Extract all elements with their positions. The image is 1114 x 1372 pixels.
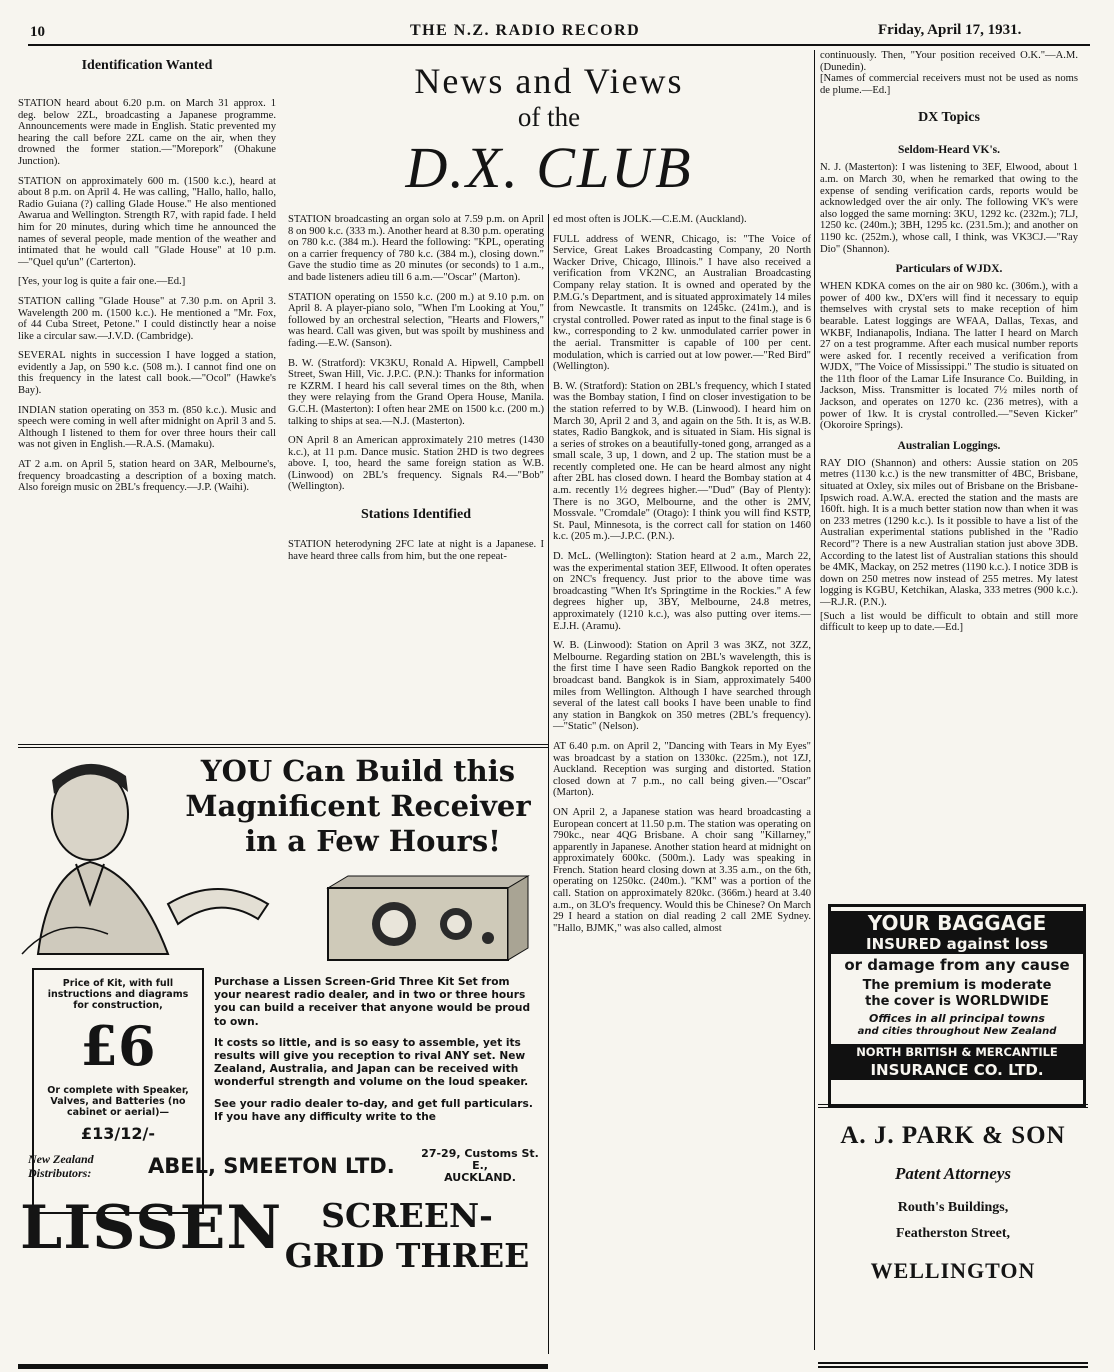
park-city: WELLINGTON [870, 1258, 1036, 1283]
heading-dx-topics: DX Topics [918, 110, 980, 126]
article-paragraph: STATION heterodyning 2FC late at night is a Japanese. I have heard three calls from him, but the one repeat- [288, 539, 544, 562]
distributor-name: ABEL, SMEETON LTD. [148, 1154, 395, 1178]
ad-headline-line3: in a Few Hours! [245, 824, 501, 858]
heading-stations-identified: Stations Identified [360, 507, 472, 523]
ad-copy-3: See your radio dealer to-day, and get full particulars. If you have any difficulty write to the [214, 1097, 533, 1123]
editor-note: [Yes, your log is quite a fair one.—Ed.] [18, 276, 186, 288]
ad-headline [168, 754, 548, 859]
price-alt: £13/12/- [81, 1124, 155, 1143]
article-paragraph: ON April 8 an American approximately 210 metres (1430 k.c.), at 11 p.m. Dance music. Station 2HD is two degrees above. I, too, heard the same foreign station as W.B. (Linwood) on 2BL's frequency. Signals R4.—"Bob" (Wellington). [288, 435, 544, 493]
distributor-address [412, 1148, 548, 1184]
park-role: Patent Attorneys [894, 1164, 1011, 1183]
price-label: Price of Kit, with full instructions and diagrams for construction, [47, 978, 189, 1011]
insurance-line3: or damage from any cause [844, 956, 1070, 974]
column-divider [548, 214, 549, 1354]
article-paragraph: ON April 2, a Japanese station was heard broadcasting a European concert at 11.50 p.m. The station was operating on 790kc., near 4QG Brisbane. A choir sang "Killarney," apparently in Japanese. Another station heard at midnight on approximately 600kc. (500m.). Lady was speaking in French. Station heard closing down at 3.35 a.m., on the 6th, operating on 1250kc. (240m.). "KM" was a portion of the call. Station on approximately 820kc. (366m.) heard at 3.40 a.m., on 3LO's frequency. Would this be Chinese? On March 29 I heard a station on dial reading 2 call 2ME Sydney. "Hallo, BJMK," was also called, almost [553, 806, 811, 934]
lissen-advertisement [18, 744, 548, 1369]
article-paragraph: D. McL. (Wellington): Station heard at 2 a.m., March 22, was the experimental station 3EF, Ellwood. It often operates on 2NC's frequency. Just prior to the above time was broadcasting "When It's Springtime in the Rockies." A few degrees higher up, 3BY, Melbourne, 24.8 metres, approximately (1210 k.c.), was also putting over items.—E.J.H. (Aramu). [553, 551, 811, 632]
column-2 [288, 214, 544, 570]
ad-headline-line2: Magnificent Receiver [185, 789, 531, 823]
column-divider [814, 50, 815, 1350]
article-paragraph: N. J. (Masterton): I was listening to 3EF, Elwood, about 1 a.m. on March 30, when he remarked that owing to the expense of sending verification cards, reports would be acknowledged over the air only. The following VK's were also logged the same morning: 3KU, 1292 kc. (232m.); 7LJ, 1250 kc. (240m.); 3BH, 1295 kc. (231.5m.); and another on 1190 kc. (252m.), whose call, I think, was VK3CJ.—"Ray Dio" (Shannon). [820, 162, 1078, 255]
masthead-line1: News and Views [414, 61, 684, 101]
article-paragraph: AT 6.40 p.m. on April 2, "Dancing with Tears in My Eyes" was broadcast by a station on 1330kc. (225m.), not 1ZJ, Auckland. Reception was surging and distorted. Station closed down at 7 p.m., no call being given.—"Oscar" (Marton). [553, 740, 811, 799]
article-paragraph: B. W. (Stratford): VK3KU, Ronald A. Hipwell, Campbell Street, Swan Hill, Vic. J.P.C. (P.N.): Thanks for information re KZRM. I heard his call several times on the 8th, when they were relaying from the Grand Opera House, Manila. G.C.H. (Masterton): I often hear 2ME on 1500 k.c. (200 m.) talking to ships at sea.—N.J. (Masterton). [288, 357, 544, 427]
article-paragraph: continuously. Then, "Your position received O.K."—A.M. (Dunedin). [820, 50, 1078, 73]
article-paragraph: ed most often is JOLK.—C.E.M. (Auckland). [553, 214, 747, 225]
column-1 [18, 58, 276, 502]
insurance-line2: INSURED against loss [831, 935, 1083, 954]
distributor-address-1: 27-29, Customs St. E., [421, 1147, 539, 1172]
editor-note: [Such a list would be difficult to obtain and still more difficult to keep up to date.—Ed.] [820, 610, 1078, 634]
article-paragraph: STATION operating on 1550 k.c. (200 m.) at 9.10 p.m. on April 8. A player-piano solo, "When I'm Looking at You," followed by an orchestral selection, "Hearts and Flowers," was heard. Call was given, but was spoilt by mushiness and fading.—E.W. (Sanson). [288, 291, 544, 349]
masthead [288, 60, 810, 204]
article-paragraph: STATION calling "Glade House" at 7.30 p.m. on April 3. Wavelength 200 m. (1500 k.c.). He mentioned a "Mr. Fox, of 44 Cuba Street, Petone." I could distinctly hear a noise like a circular saw.—J.V.D. (Cambridge). [18, 295, 276, 342]
subheading-wjdx: Particulars of WJDX. [895, 263, 1003, 276]
article-paragraph: STATION on approximately 600 m. (1500 k.c.), heard at about 8 p.m. on April 4. He was calling, "Hallo, hallo, hallo, Radio Guiana (?) calling Glade House." He also mentioned Awarua and Wellington. Strength R7, with rapid fade. I held him for 20 minutes, during which time he announced the names of several people, made mention of the weather and intimated that he would call "Glade House" at 10 p.m.—"Quel qu'un" (Carterton). [18, 175, 276, 268]
insurance-line7: and cities throughout New Zealand [857, 1026, 1057, 1037]
ad-headline-line1: YOU Can Build this [200, 754, 516, 788]
article-paragraph: B. W. (Stratford): Station on 2BL's frequency, which I stated was the Bombay station, I find on closer investigation to be the station referred to by W.B. (Linwood). I heard him on March 30, April 2 and 3, and again on the 5th. It is, as W.B. states, Radio Bangkok, and is situated in Siam. His signal is a series of strokes on a beautifully-toned gong, arranged as a small scale, 3 up, 1 down, and 2 up. The station must be a recently completed one. He can be heard almost any night after 2BL has closed down. I heard the Bombay station at 4 a.m. recently 1½ degrees higher.—"Dud" (Bay of Plenty): There is no 3GO, Melbourne, and the other is 2MV, Mossvale. "Cromdale" (Otago): I think you will find KSTP, St. Paul, Minnesota, is the correct call for station on 1460 k.c. (205 m.).—J.P.C. (P.N.). [553, 380, 811, 543]
distributor-label: New Zealand Distributors: [28, 1152, 94, 1180]
receiver-illustration [308, 868, 538, 968]
price-alt-text: Or complete with Speaker, Valves, and Batteries (no cabinet or aerial)— [47, 1085, 189, 1118]
park-advertisement [818, 1104, 1088, 1368]
masthead-line2: of the [517, 102, 581, 132]
ad-copy-2: It costs so little, and is so easy to assemble, yet its results will give you reception to rival ANY set. New Zealand, Australia, and Japan can be received with wonderful strength and volume on the loud speaker. [214, 1036, 529, 1089]
heading-identification-wanted: Identification Wanted [81, 58, 213, 73]
brand-logo: LISSEN [20, 1193, 283, 1263]
column-3 [553, 214, 811, 942]
insurance-line5: the cover is WORLDWIDE [865, 994, 1049, 1009]
article-paragraph: W. B. (Linwood): Station on April 3 was 3KZ, not 3ZZ, Melbourne. Regarding station on 2BL's wavelength, this is the first time I have seen Radio Bangkok reported on the broadcast band. Bangkok is in Siam, approximately 5400 miles from Wellington. Although I have searched through several of the latest call books I have been unable to find any station in Bangkok on 350 metres (2BL's frequency).—"Static" (Nelson). [553, 640, 811, 733]
distributor-address-2: AUCKLAND. [444, 1171, 516, 1184]
masthead-line3: D.X. CLUB [405, 135, 693, 200]
subheading-australian-loggings: Australian Loggings. [897, 439, 1001, 452]
park-name: A. J. PARK & SON [840, 1122, 1066, 1149]
insurance-advertisement [828, 904, 1086, 1108]
insurance-line6: Offices in all principal towns [869, 1012, 1045, 1025]
insurance-line8: NORTH BRITISH & MERCANTILE [831, 1044, 1083, 1061]
product-name [266, 1196, 548, 1276]
issue-date: Friday, April 17, 1931. [878, 22, 1022, 38]
article-paragraph: WHEN KDKA comes on the air on 980 kc. (306m.), with a power of 400 kw., DX'ers will find it necessary to equip themselves with crystal sets to make reception of him bearable. Latest loggings are WFAA, Dallas, Texas, and WKBF, Indianapolis, Indiana. The latter I heard on March 27 on a test programme. After each musical number reports were asked for. I recently received a verification from WJDX, "The Voice of Mississippi." The studio is situated on the 11th floor of the Lamar Life Insurance Co. Building, in Jackson, Miss. Transmitter is located 7½ miles north of Jackson, and operates on 1270 kc. (236 metres), with a power of 1kw. It is crystal controlled.—"Seven Kicker" (Okoroire Springs). [820, 281, 1078, 432]
insurance-line1: YOUR BAGGAGE [831, 911, 1083, 935]
column-4 [820, 50, 1078, 642]
park-address-1: Routh's Buildings, [897, 1200, 1009, 1215]
product-name-1: SCREEN- [321, 1196, 493, 1235]
article-paragraph: STATION heard about 6.20 p.m. on March 31 approx. 1 deg. below 2ZL, broadcasting a Japanese programme. Announcements were made in English. Static prevented my hearing the call before 2ZL came on the air, when they drowned the former station.—"Morepork" (Ohakune Junction). [18, 98, 276, 167]
article-paragraph: FULL address of WENR, Chicago, is: "The Voice of Service, Great Lakes Broadcasting Company, 20 North Wacker Drive, Chicago, Illinois." I have also received a verification from VK2NC, an Australian Broadcasting Company relay station. It is owned and operated by the P.M.G.'s Department, and is situated approximately 14 miles from Newcastle. It transmits on 1245kc. (241m.), and is crystal controlled. Power rated as input to the final stage is 6 kw., corresponding to 2 kw. unmodulated carrier power in the aerial. Transmitter is capable of 100 per cent. modulation, which is carried out at low power.—"Red Bird" (Wellington). [553, 233, 811, 373]
page-number: 10 [30, 24, 45, 40]
park-address-2: Featherston Street, [895, 1226, 1011, 1241]
subheading-seldom-heard: Seldom-Heard VK's. [897, 144, 1000, 157]
editor-note: [Names of commercial receivers must not be used as noms de plume.—Ed.] [820, 73, 1078, 96]
insurance-line4: The premium is moderate [862, 978, 1052, 993]
ad-copy [214, 976, 536, 1124]
product-name-2: GRID THREE [284, 1236, 530, 1275]
ad-copy-1: Purchase a Lissen Screen-Grid Three Kit Set from your nearest radio dealer, and in two or three hours you can build a receiver that anyone would be proud to own. [214, 976, 531, 1028]
paper-title: THE N.Z. RADIO RECORD [410, 22, 641, 39]
article-paragraph: AT 2 a.m. on April 5, station heard on 3AR, Melbourne's, frequency broadcasting a description of a boxing match. Also foreign music on 2BL's frequency.—J.P. (Waihi). [18, 459, 276, 494]
header-rule [28, 44, 1090, 46]
article-paragraph: STATION broadcasting an organ solo at 7.59 p.m. on April 8 on 900 k.c. (333 m.). Another heard at 8.30 p.m. operating on 780 k.c. (384 m.). Heard the following: "KPL, operating on a carrier frequency of 780 k.c. (384 m.), closing down." Gave the studio time as 20 minutes (or seconds) to 1 a.m., and bade listeners adieu till 6 a.m.—"Oscar" (Marton). [288, 214, 544, 283]
article-paragraph: INDIAN station operating on 353 m. (850 k.c.). Music and speech were coming in well after midnight on April 3 and 5. Although I listened to them for over three hours their call was not given in English.—R.A.S. (Mamaku). [18, 404, 276, 451]
article-paragraph: RAY DIO (Shannon) and others: Aussie station on 205 metres (1130 k.c.) is the new transmitter of 4BC, Brisbane, situated at Oxley, six miles out of Brisbane on the Brisbane-Ipswich road. A.W.A. erected the station and the masts are 160ft. high. It is a much better station now than when it was on 233 metres (1290 k.c.). Is it possible to have a list of the Australian experimental stations published in the "Radio Record"? There is a new Australian station just above 3DB. According to the latest list of Australian stations this should be 4MK, Mackay, on 252 metres (1190 k.c.). I notice 3DB is down on 250 metres now instead of 255 metres. My latest logging is KGBU, Ketchikan, Alaska, 333 metres (900 k.c.).—R.J.R. (P.N.). [820, 457, 1078, 608]
article-paragraph: SEVERAL nights in succession I have logged a station, evidently a Jap, on 590 k.c. (508 m.). I cannot find one on this frequency in the latest call book.—"Ocol" (Hawke's Bay). [18, 350, 276, 397]
price-main: £6 [80, 1014, 156, 1078]
insurance-line9: INSURANCE CO. LTD. [831, 1061, 1083, 1080]
